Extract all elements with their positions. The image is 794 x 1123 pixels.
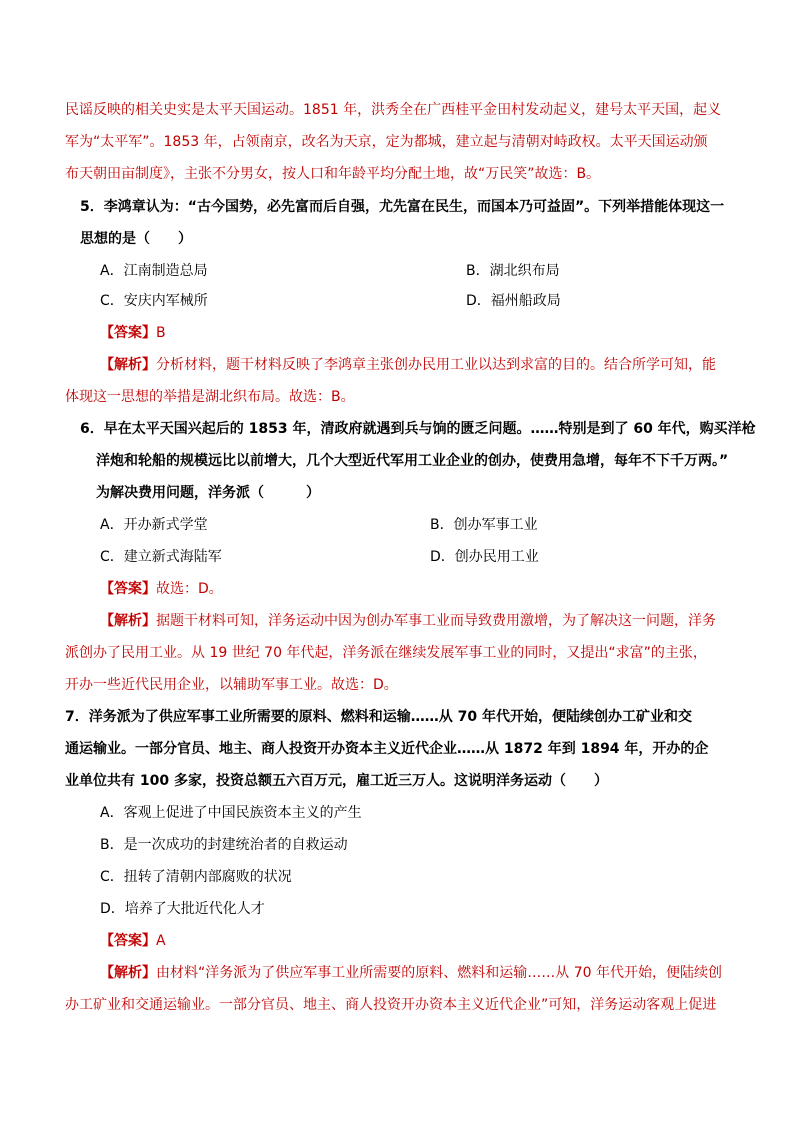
q6-analysis-line-2: 派创办了民用工业。从 19 世纪 70 年代起，洋务派在继续发展军事工业的同时，又提出“求富”的主张， bbox=[65, 645, 707, 661]
q6-option-d: D．创办民用工业 bbox=[430, 549, 539, 565]
q7-stem-line-2: 通运输业。一部分官员、地主、商人投资开办资本主义近代企业……从 1872 年到 1894 年，开办的企 bbox=[65, 741, 709, 757]
q6-answer-value: 故选：D。 bbox=[156, 581, 223, 597]
q7-option-b: B．是一次成功的封建统治者的自救运动 bbox=[100, 837, 348, 853]
q7-option-a: A．客观上促进了中国民族资本主义的产生 bbox=[100, 805, 362, 821]
q5-stem-line-1: 5．李鸿章认为：“古今国势，必先富而后自强，尤先富在民生，而国本乃可益固”。下列举措能体现这一 bbox=[80, 199, 725, 215]
q6-answer bbox=[100, 580, 223, 598]
q6-answer-tag: 【答案】 bbox=[100, 581, 156, 597]
q6-analysis-line-1 bbox=[100, 612, 716, 630]
q5-analysis-line-1 bbox=[100, 356, 716, 374]
q7-option-d: D．培养了大批近代化人才 bbox=[100, 901, 265, 917]
q7-option-c: C．扭转了清朝内部腐败的状况 bbox=[100, 869, 292, 885]
prev-analysis-line-2: 军为“太平军”。1853 年，占领南京，改名为天京，定为都城，建立起与清朝对峙政权。太平天国运动颁 bbox=[65, 134, 708, 150]
q7-analysis-line-1 bbox=[100, 964, 722, 982]
q7-stem-line-3: 业单位共有 100 多家，投资总额五六百万元，雇工近三万人。这说明洋务运动（ ） bbox=[65, 773, 608, 789]
q7-answer bbox=[100, 932, 166, 950]
q6-stem-line-2: 洋炮和轮船的规模远比以前增大，几个大型近代军用工业企业的创办，使费用急增，每年不下千万两。” bbox=[96, 453, 729, 469]
q5-option-d: D．福州船政局 bbox=[466, 293, 561, 309]
q7-analysis-line-2: 办工矿业和交通运输业。一部分官员、地主、商人投资开办资本主义近代企业”可知，洋务运动客观上促进 bbox=[65, 997, 717, 1013]
q7-answer-tag: 【答案】 bbox=[100, 933, 156, 949]
q6-option-a: A．开办新式学堂 bbox=[100, 517, 208, 533]
q6-option-c: C．建立新式海陆军 bbox=[100, 549, 222, 565]
q5-analysis-tag: 【解析】 bbox=[100, 357, 156, 373]
q7-stem-line-1: 7．洋务派为了供应军事工业所需要的原料、燃料和运输……从 70 年代开始，便陆续创办工矿业和交 bbox=[65, 709, 692, 725]
q6-stem-line-1: 6．早在太平天国兴起后的 1853 年，清政府就遇到兵与饷的匮乏问题。……特别是到了 60 年代，购买洋枪 bbox=[80, 421, 756, 437]
prev-analysis-line-1: 民谣反映的相关史实是太平天国运动。1851 年，洪秀全在广西桂平金田村发动起义，建号太平天国，起义 bbox=[65, 102, 722, 118]
q5-option-a: A．江南制造总局 bbox=[100, 263, 208, 279]
q5-option-b: B．湖北织布局 bbox=[466, 263, 560, 279]
prev-analysis-line-3: 布天朝田亩制度》，主张不分男女，按人口和年龄平均分配土地，故“万民笑”故选：B。 bbox=[65, 166, 601, 182]
q6-analysis-tag: 【解析】 bbox=[100, 613, 156, 629]
q5-analysis-text-1: 分析材料，题干材料反映了李鸿章主张创办民用工业以达到求富的目的。结合所学可知，能 bbox=[156, 357, 716, 373]
q7-answer-value: A bbox=[156, 933, 166, 949]
q5-answer-tag: 【答案】 bbox=[100, 325, 156, 341]
q6-analysis-text-1: 据题干材料可知，洋务运动中因为创办军事工业而导致费用激增，为了解决这一问题，洋务 bbox=[156, 613, 716, 629]
q6-analysis-line-3: 开办一些近代民用企业，以辅助军事工业。故选：D。 bbox=[65, 677, 398, 693]
q6-stem-line-3: 为解决费用问题，洋务派（ ） bbox=[96, 485, 320, 501]
q7-analysis-tag: 【解析】 bbox=[100, 965, 156, 981]
q5-stem-line-2: 思想的是（ ） bbox=[80, 231, 192, 247]
q5-analysis-line-2: 体现这一思想的举措是湖北织布局。故选：B。 bbox=[65, 389, 355, 405]
q6-option-b: B．创办军事工业 bbox=[430, 517, 538, 533]
q7-analysis-text-1: 由材料“洋务派为了供应军事工业所需要的原料、燃料和运输……从 70 年代开始，便陆续创 bbox=[156, 965, 722, 981]
q5-answer-value: B bbox=[156, 325, 166, 341]
q5-answer bbox=[100, 324, 166, 342]
q5-option-c: C．安庆内军械所 bbox=[100, 293, 208, 309]
